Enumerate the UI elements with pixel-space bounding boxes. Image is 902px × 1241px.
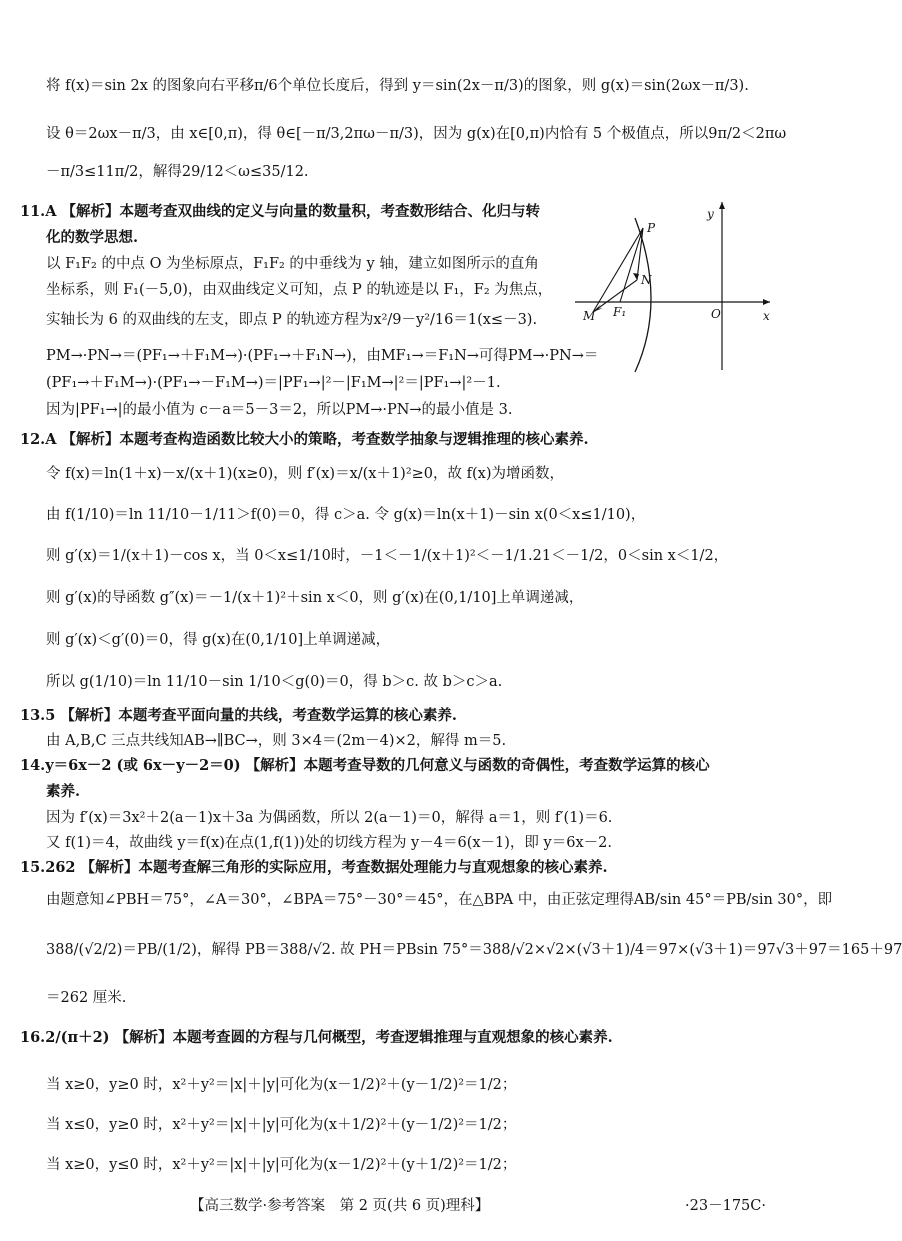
hyperbola-figure xyxy=(575,200,775,375)
q15-heading: 15.262 【解析】本题考查解三角形的实际应用，考查数据处理能力与直观想象的核心素养. xyxy=(20,859,608,876)
hyperbola-left-branch xyxy=(635,218,651,372)
q12-line-3: 则 g′(x)＝1/(x＋1)－cos x，当 0＜x≤1/10时，－1＜－1/(x＋1)²＜－1/1.21＜－1/2，0＜sin x＜1/2， xyxy=(46,548,729,564)
label-y: y xyxy=(707,207,714,221)
segment-pm xyxy=(593,228,643,312)
x-axis-arrow xyxy=(763,299,770,305)
label-m: M xyxy=(583,309,596,323)
label-n: N xyxy=(641,273,652,287)
segment-pf1 xyxy=(620,228,643,302)
q14-heading-cont: 素养. xyxy=(46,783,81,800)
q14-heading: 14.y＝6x－2 (或 6x－y－2＝0) 【解析】本题考查导数的几何意义与函数的奇偶性，考查数学运算的核心 xyxy=(20,757,710,774)
q12-line-4: 则 g′(x)的导函数 g″(x)＝－1/(x＋1)²＋sin x＜0，则 g′(x)在(0,1/10]上单调递减， xyxy=(46,590,584,606)
q13-line-1: 由 A,B,C 三点共线知AB→∥BC→，则 3×4＝(2m－4)×2，解得 m＝5. xyxy=(46,733,507,749)
q11-heading-cont: 化的数学思想. xyxy=(46,229,139,246)
page-footer xyxy=(0,1190,794,1220)
text-line-1: 将 f(x)＝sin 2x 的图象向右平移π/6个单位长度后，得到 y＝sin(2x－π/3)的图象，则 g(x)＝sin(2ωx－π/3). xyxy=(46,78,749,94)
q11-line-4: PM→·PN→＝(PF₁→＋F₁M→)·(PF₁→＋F₁N→)，由MF₁→＝F₁N→可得PM→·PN→＝ xyxy=(46,348,599,364)
footer-page-info: 【高三数学·参考答案 第 2 页(共 6 页)理科】 xyxy=(190,1198,490,1214)
q11-heading: 11.A 【解析】本题考查双曲线的定义与向量的数量积，考查数形结合、化归与转 xyxy=(20,203,541,220)
q15-line-2: 388/(√2/2)＝PB/(1/2)，解得 PB＝388/√2. 故 PH＝PBsin 75°＝388/√2×√2×(√3＋1)/4＝97×(√3＋1)＝97√3＋97＝165＋97 xyxy=(46,942,902,958)
q14-line-1: 因为 f′(x)＝3x²＋2(a－1)x＋3a 为偶函数，所以 2(a－1)＝0，解得 a＝1，则 f′(1)＝6. xyxy=(46,810,613,826)
q13-heading: 13.5 【解析】本题考查平面向量的共线，考查数学运算的核心素养. xyxy=(20,707,457,724)
q15-line-1: 由题意知∠PBH＝75°，∠A＝30°，∠BPA＝75°－30°＝45°，在△BPA 中，由正弦定理得AB/sin 45°＝PB/sin 30°，即 xyxy=(46,892,833,908)
text-line-3: －π/3≤11π/2，解得29/12＜ω≤35/12. xyxy=(46,164,309,180)
text-line-2: 设 θ＝2ωx－π/3，由 x∈[0,π)，得 θ∈[－π/3,2πω－π/3)，因为 g(x)在[0,π)内恰有 5 个极值点，所以9π/2＜2πω xyxy=(46,126,787,142)
label-p: P xyxy=(647,221,656,235)
q16-line-3: 当 x≥0，y≤0 时，x²＋y²＝|x|＋|y|可化为(x－1/2)²＋(y＋1/2)²＝1/2； xyxy=(46,1157,517,1173)
q16-line-2: 当 x≤0，y≥0 时，x²＋y²＝|x|＋|y|可化为(x＋1/2)²＋(y－1/2)²＝1/2； xyxy=(46,1117,517,1133)
q11-line-3: 实轴长为 6 的双曲线的左支，即点 P 的轨迹方程为x²/9－y²/16＝1(x≤－3). xyxy=(46,312,538,328)
q12-line-5: 则 g′(x)＜g′(0)＝0，得 g(x)在(0,1/10]上单调递减， xyxy=(46,632,391,648)
q12-heading: 12.A 【解析】本题考查构造函数比较大小的策略，考查数学抽象与逻辑推理的核心素养. xyxy=(20,431,589,448)
q12-line-6: 所以 g(1/10)＝ln 11/10－sin 1/10＜g(0)＝0，得 b＞c. 故 b＞c＞a. xyxy=(46,674,503,690)
q11-line-5: (PF₁→＋F₁M→)·(PF₁→－F₁M→)＝|PF₁→|²－|F₁M→|²＝|PF₁→|²－1. xyxy=(46,375,501,391)
q16-line-1: 当 x≥0，y≥0 时，x²＋y²＝|x|＋|y|可化为(x－1/2)²＋(y－1/2)²＝1/2； xyxy=(46,1077,517,1093)
q11-line-2: 坐标系，则 F₁(－5,0)，由双曲线定义可知，点 P 的轨迹是以 F₁，F₂ 为焦点， xyxy=(46,282,553,298)
q12-line-2: 由 f(1/10)＝ln 11/10－1/11＞f(0)＝0，得 c＞a. 令 g(x)＝ln(x＋1)－sin x(0＜x≤1/10)， xyxy=(46,507,646,523)
footer-code: ·23－175C· xyxy=(685,1198,766,1214)
q15-line-3: ＝262 厘米. xyxy=(46,990,127,1006)
q14-line-2: 又 f(1)＝4，故曲线 y＝f(x)在点(1,f(1))处的切线方程为 y－4＝6(x－1)，即 y＝6x－2. xyxy=(46,835,612,851)
y-axis-arrow xyxy=(719,202,725,209)
arrow-n xyxy=(633,273,639,280)
q11-line-6: 因为|PF₁→|的最小值为 c－a＝5－3＝2，所以PM→·PN→的最小值是 3. xyxy=(46,402,513,418)
q16-heading: 16.2/(π＋2) 【解析】本题考查圆的方程与几何概型，考查逻辑推理与直观想象的核心素养. xyxy=(20,1029,613,1046)
q11-line-1: 以 F₁F₂ 的中点 O 为坐标原点，F₁F₂ 的中垂线为 y 轴，建立如图所示的直角 xyxy=(46,256,539,272)
label-o: O xyxy=(711,307,721,321)
q12-line-1: 令 f(x)＝ln(1＋x)－x/(x＋1)(x≥0)，则 f′(x)＝x/(x＋1)²≥0，故 f(x)为增函数， xyxy=(46,466,564,482)
label-x: x xyxy=(763,309,770,323)
label-f1: F₁ xyxy=(613,305,627,319)
